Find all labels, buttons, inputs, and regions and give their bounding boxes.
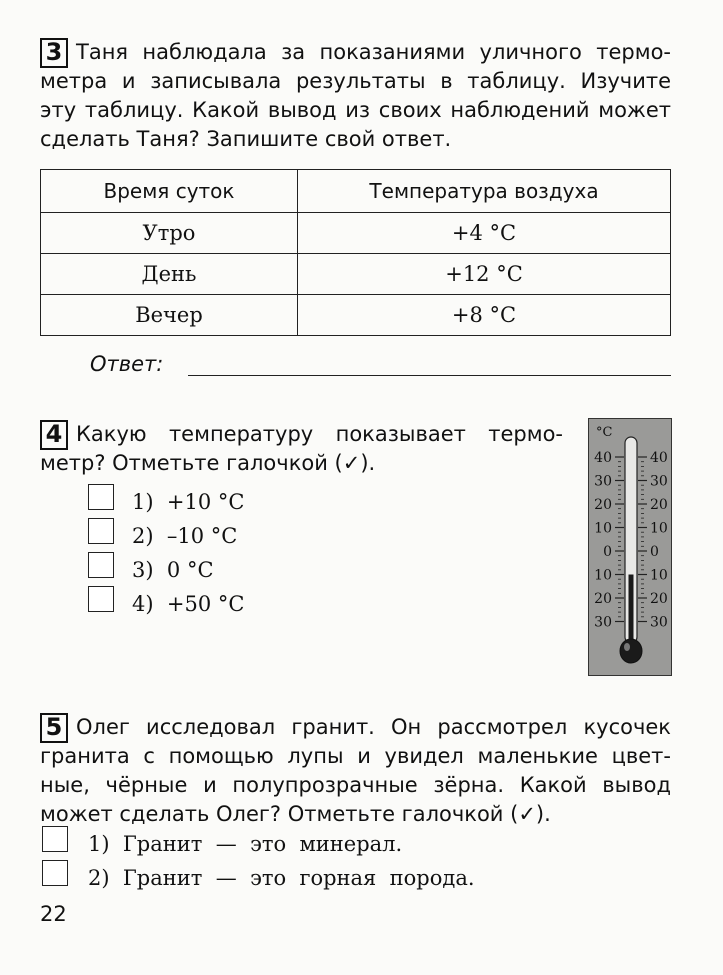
option-label: 1) Гранит — это минерал. [88,832,403,856]
task-5-line: Олег исследовал гранит. Он рассмотрел кусочек [76,715,671,739]
thermometer-image [588,418,672,676]
thermometer-unit-label: °С [596,425,613,440]
answer-label: Ответ: [90,352,164,376]
option-label: 4) +50 °С [132,592,245,616]
thermometer-tick-label-right: 10 [650,567,668,584]
task-3-line: сделать Таня? Запишите свой ответ. [40,127,452,151]
task-5 [40,713,671,829]
thermometer-tick-label-right: 0 [650,544,659,560]
option-label: 3) 0 °С [132,558,214,582]
task-3-line: метра и записывала результаты в таблицу. Изучите [40,69,671,93]
task-5-text [40,713,671,829]
task-5-number: 5 [40,713,68,743]
thermometer-tick-label-right: 30 [650,614,668,631]
checkbox[interactable] [88,552,114,578]
table-cell-time: День [41,254,298,295]
task-4-line: Какую температуру показывает термо- [76,422,563,446]
option-label: 2) Гранит — это горная порода. [88,866,475,890]
thermometer-tick-label-right: 30 [650,473,668,490]
thermometer-liquid [629,575,634,646]
task-3-number: 3 [40,38,68,68]
option-label: 2) –10 °С [132,524,238,548]
thermometer-tick-label-left: 0 [603,544,612,560]
thermometer-tick-label-left: 40 [594,450,612,466]
thermometer-tick-label-left: 20 [594,497,612,513]
task-5-line: ные, чёрные и полупрозрачные зёрна. Какой вывод [40,773,671,797]
task-5-line: может сделать Олег? Отметьте галочкой (✓). [40,802,551,826]
table-cell-temperature: +4 °С [298,213,671,254]
temperature-table [40,169,671,336]
table-row [41,254,671,295]
task-4-text [40,420,563,478]
table-cell-time: Утро [41,213,298,254]
checkbox[interactable] [88,586,114,612]
task-3-line: эту таблицу. Какой вывод из своих наблюдений может [40,98,671,122]
thermometer-tick-label-left: 30 [594,614,612,631]
thermometer-tick-label-left: 10 [594,567,612,584]
option-label: 1) +10 °С [132,490,245,514]
thermometer-bulb [620,639,642,663]
table-header-temperature: Температура воздуха [298,170,671,213]
thermometer-tick-label-right: 20 [650,591,668,607]
page-number: 22 [40,902,67,926]
thermometer-tick-label-left: 20 [594,591,612,607]
task-4-line: метр? Отметьте галочкой (✓). [40,451,376,475]
table-cell-temperature: +8 °С [298,295,671,336]
task-3 [40,38,671,154]
task-5-line: гранита с помощью лупы и увидел маленькие цвет- [40,744,671,768]
table-header-row [41,170,671,213]
checkbox[interactable] [42,826,68,852]
answer-input-line[interactable] [188,375,671,376]
thermometer-tick-label-left: 10 [594,520,612,537]
thermometer-tick-label-right: 20 [650,497,668,513]
checkbox[interactable] [42,860,68,886]
thermometer-bulb-highlight [624,643,630,651]
thermometer-drawing [589,419,673,677]
table-cell-temperature: +12 °С [298,254,671,295]
table-row [41,213,671,254]
task-4-number: 4 [40,420,68,450]
thermometer-tick-label-right: 10 [650,520,668,537]
thermometer-tick-label-left: 30 [594,473,612,490]
table-header-time: Время суток [41,170,298,213]
task-4 [40,420,563,478]
checkbox[interactable] [88,518,114,544]
checkbox[interactable] [88,484,114,510]
table-row [41,295,671,336]
table-cell-time: Вечер [41,295,298,336]
task-3-text [40,38,671,154]
thermometer-tick-label-right: 40 [650,450,668,466]
task-3-line: Таня наблюдала за показаниями уличного термо- [76,40,671,64]
